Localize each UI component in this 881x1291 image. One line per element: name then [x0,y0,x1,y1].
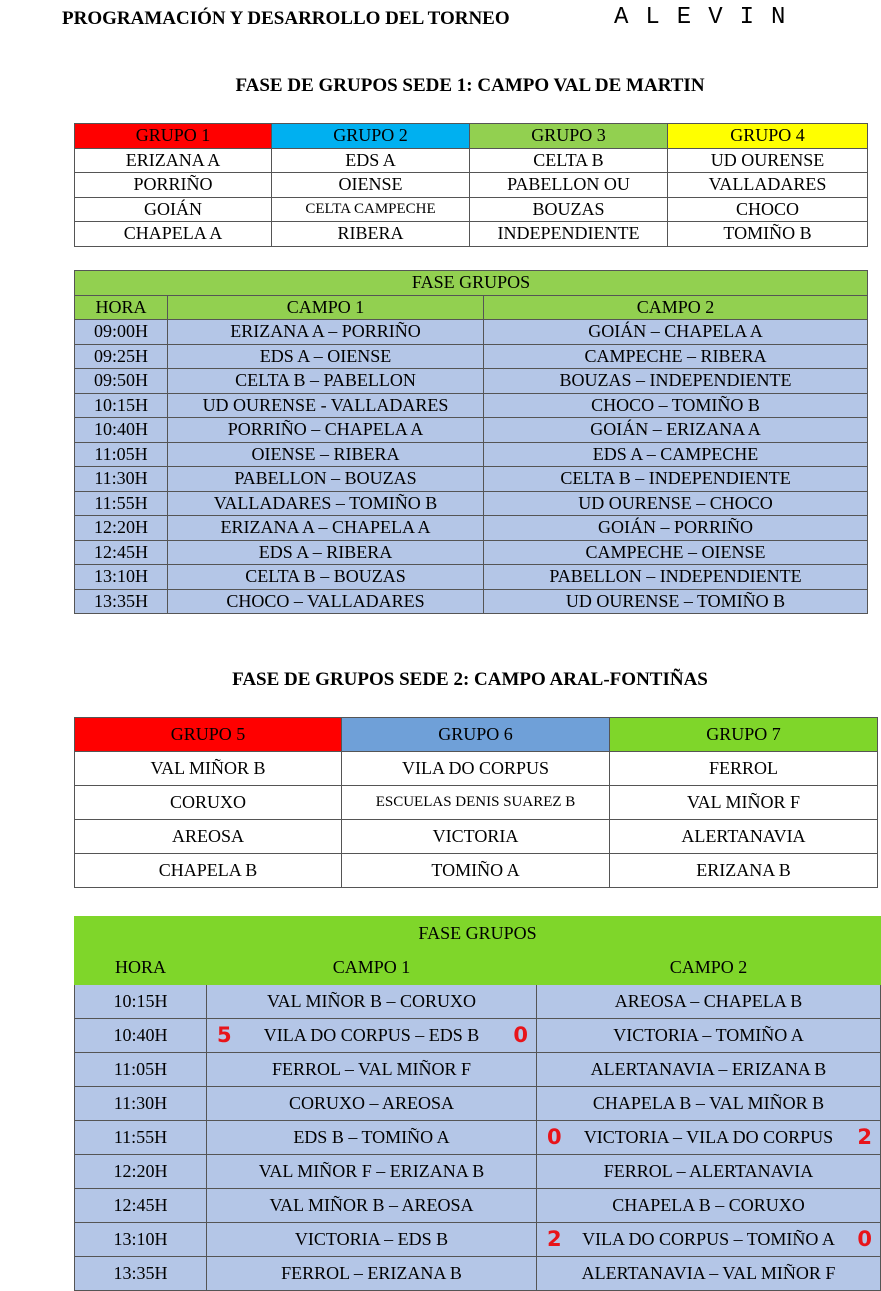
campo-1-match [168,320,484,345]
team-cell: VAL MIÑOR F [610,786,878,820]
campo-2-match-text: GOIÁN – ERIZANA A [590,419,761,440]
campo-1-match-text: CORUXO – AREOSA [288,1093,455,1113]
campo-1-match-text: EDS A – OIENSE [259,345,392,366]
handwritten-score-right: 0 [857,1227,873,1251]
team-cell: ERIZANA A [75,148,272,173]
campo-1-match [168,418,484,443]
sede2-title: FASE DE GRUPOS SEDE 2: CAMPO ARAL-FONTIÑAS [232,669,708,690]
campo-1-match [207,1189,537,1223]
handwritten-score-right: 0 [513,1023,528,1047]
handwritten-score-left: 0 [547,1125,562,1149]
hora-cell [75,1223,207,1257]
hora-cell [75,1019,207,1053]
campo-2-match [537,1087,881,1121]
campo-2-match-text: AREOSA – CHAPELA B [614,991,803,1011]
team-cell: GOIÁN [75,197,272,222]
handwritten-score-left: 5 [217,1023,232,1047]
table-row [75,442,868,467]
hora-cell-text: 09:25H [94,345,148,366]
group-5-header: GRUPO 5 [75,718,342,752]
campo-1-match-text: VAL MIÑOR B – AREOSA [269,1195,474,1215]
campo-1-match [207,1121,537,1155]
column-header-campo-1: CAMPO 1 [207,951,537,985]
column-header-hora: HORA [75,951,207,985]
hora-cell-text: 12:20H [113,1161,168,1181]
hora-cell [75,1257,207,1291]
hora-cell-text: 10:40H [94,419,148,440]
campo-1-match-text: OIENSE – RIBERA [251,443,400,464]
table-row [75,854,878,888]
hora-cell-text: 13:35H [113,1263,168,1283]
table-row [75,1053,881,1087]
hora-cell [75,393,168,418]
campo-2-match-text: EDS A – CAMPECHE [592,443,759,464]
campo-2-match [484,467,868,492]
sede2-groups-table [74,717,878,888]
column-header-campo-2: CAMPO 2 [537,951,881,985]
schedule-header: FASE GRUPOS [75,917,881,951]
campo-2-match [484,565,868,590]
table-row [75,320,868,345]
campo-1-match-text: UD OURENSE - VALLADARES [202,394,449,415]
sede1-schedule-table [74,270,868,614]
campo-2-match [484,369,868,394]
campo-2-match-text: CAMPECHE – RIBERA [584,345,767,366]
group-4-header: GRUPO 4 [668,124,868,149]
campo-1-match [168,344,484,369]
sede1-title: FASE DE GRUPOS SEDE 1: CAMPO VAL DE MARTIN [235,75,705,96]
table-row [75,197,868,222]
campo-1-match-text: FERROL – ERIZANA B [281,1263,462,1283]
table-row [75,418,868,443]
table-row [75,1155,881,1189]
hora-cell-text: 13:10H [113,1229,168,1249]
group-1-header: GRUPO 1 [75,124,272,149]
hora-cell-text: 11:30H [94,468,148,489]
group-6-header: GRUPO 6 [342,718,610,752]
hora-cell-text: 10:40H [113,1025,168,1045]
team-cell: OIENSE [272,173,470,198]
table-row [75,1019,881,1053]
hora-cell [75,1155,207,1189]
table-row [75,222,868,247]
campo-2-match-text: CHOCO – TOMIÑO B [591,394,760,415]
handwritten-score-left: 2 [547,1227,562,1251]
table-row [75,820,878,854]
table-row [75,1121,881,1155]
campo-2-match [484,344,868,369]
hora-cell-text: 11:05H [113,1059,168,1079]
team-cell: CELTA B [470,148,668,173]
campo-2-match [484,442,868,467]
hora-cell [75,985,207,1019]
campo-1-match-text: CELTA B – PABELLON [235,370,416,391]
table-row [75,565,868,590]
groups-header-row [75,718,878,752]
campo-1-match-text: EDS B – TOMIÑO A [293,1127,450,1147]
hora-cell-text: 12:45H [113,1195,168,1215]
table-row [75,516,868,541]
team-cell: VICTORIA [342,820,610,854]
campo-1-match-text: ERIZANA A – PORRIÑO [230,321,421,342]
campo-2-match-text: ALERTANAVIA – VAL MIÑOR F [581,1263,836,1283]
hora-cell-text: 13:35H [94,590,148,611]
column-header-hora: HORA [75,295,168,320]
hora-cell [75,516,168,541]
group-7-header: GRUPO 7 [610,718,878,752]
column-header-campo-2: CAMPO 2 [484,295,868,320]
table-row [75,491,868,516]
campo-2-match-text: VICTORIA – VILA DO CORPUS [583,1127,834,1147]
hora-cell [75,1189,207,1223]
hora-cell [75,1121,207,1155]
campo-1-match [168,516,484,541]
campo-2-match [537,1189,881,1223]
campo-1-match-text: CHOCO – VALLADARES [226,590,425,611]
team-cell: CHAPELA B [75,854,342,888]
campo-2-match-text: ALERTANAVIA – ERIZANA B [590,1059,827,1079]
table-row [75,369,868,394]
campo-2-match-text: PABELLON – INDEPENDIENTE [549,566,802,587]
table-row [75,467,868,492]
campo-2-match-text: CELTA B – INDEPENDIENTE [560,468,791,489]
team-cell: CHAPELA A [75,222,272,247]
campo-2-match [537,1053,881,1087]
team-cell: PORRIÑO [75,173,272,198]
hora-cell [75,491,168,516]
hora-cell [75,320,168,345]
hora-cell-text: 09:50H [94,370,148,391]
hora-cell-text: 11:55H [113,1127,168,1147]
campo-1-match-text: CELTA B – BOUZAS [245,566,406,587]
team-cell: EDS A [272,148,470,173]
campo-2-match-text: CHAPELA B – CORUXO [612,1195,805,1215]
table-row [75,985,881,1019]
sede2-schedule-table [74,916,881,1291]
campo-2-match [484,589,868,614]
campo-2-match-text: FERROL – ALERTANAVIA [603,1161,814,1181]
hora-cell [75,467,168,492]
campo-2-match [484,540,868,565]
campo-1-match [168,369,484,394]
groups-header-row [75,124,868,149]
campo-2-match-text: GOIÁN – PORRIÑO [598,517,754,538]
campo-1-match-text: PABELLON – BOUZAS [234,468,417,489]
campo-2-match [484,418,868,443]
campo-1-match [168,393,484,418]
campo-2-match [484,320,868,345]
campo-2-match [537,1019,881,1053]
handwritten-score-right: 2 [857,1125,873,1149]
campo-2-match [537,1257,881,1291]
team-cell: CORUXO [75,786,342,820]
campo-1-match [168,565,484,590]
table-row [75,786,878,820]
team-cell: PABELLON OU [470,173,668,198]
category-label: ALEVIN [614,4,803,31]
campo-1-match [207,1155,537,1189]
campo-2-match [537,985,881,1019]
table-row [75,1223,881,1257]
hora-cell [75,418,168,443]
campo-1-match [168,540,484,565]
campo-2-match-text: VICTORIA – TOMIÑO A [613,1025,804,1045]
campo-2-match [484,393,868,418]
campo-2-match-text: UD OURENSE – TOMIÑO B [565,590,786,611]
campo-1-match [207,985,537,1019]
campo-1-match [207,1053,537,1087]
team-cell: INDEPENDIENTE [470,222,668,247]
hora-cell [75,565,168,590]
table-row [75,1257,881,1291]
campo-2-match-text: CAMPECHE – OIENSE [585,541,766,562]
table-row [75,344,868,369]
campo-1-match [168,467,484,492]
campo-2-match-text: GOIÁN – CHAPELA A [588,321,763,342]
team-cell: ERIZANA B [610,854,878,888]
campo-2-match-text: CHAPELA B – VAL MIÑOR B [592,1093,825,1113]
campo-1-match-text: FERROL – VAL MIÑOR F [271,1059,472,1079]
hora-cell [75,442,168,467]
campo-1-match-text: VILA DO CORPUS – EDS B [263,1025,480,1045]
team-cell: FERROL [610,752,878,786]
table-row [75,1087,881,1121]
column-header-campo-1: CAMPO 1 [168,295,484,320]
team-cell: VAL MIÑOR B [75,752,342,786]
campo-1-match [168,491,484,516]
hora-cell-text: 13:10H [94,566,148,587]
team-cell: TOMIÑO B [668,222,868,247]
table-row [75,148,868,173]
team-cell: UD OURENSE [668,148,868,173]
campo-1-match [207,1223,537,1257]
campo-2-match [537,1155,881,1189]
campo-2-match-text: UD OURENSE – CHOCO [578,492,773,513]
campo-2-match [484,516,868,541]
team-cell: TOMIÑO A [342,854,610,888]
team-cell: CHOCO [668,197,868,222]
campo-1-match-text: EDS A – RIBERA [258,541,393,562]
campo-2-match [484,491,868,516]
hora-cell-text: 12:20H [94,517,148,538]
campo-2-match [537,1223,881,1257]
schedule-header: FASE GRUPOS [75,271,868,296]
table-row [75,752,878,786]
team-cell: CELTA CAMPECHE [272,197,470,222]
team-cell: ESCUELAS DENIS SUAREZ B [342,786,610,820]
campo-1-match [207,1019,537,1053]
campo-1-match-text: ERIZANA A – CHAPELA A [220,517,431,538]
table-row [75,540,868,565]
campo-1-match [207,1087,537,1121]
campo-1-match [168,589,484,614]
team-cell: VALLADARES [668,173,868,198]
sede1-groups-table [74,123,868,247]
hora-cell-text: 09:00H [94,321,148,342]
hora-cell [75,369,168,394]
hora-cell-text: 11:05H [94,443,148,464]
hora-cell-text: 12:45H [94,541,148,562]
campo-2-match-text: BOUZAS – INDEPENDIENTE [559,370,792,391]
campo-1-match-text: VAL MIÑOR B – CORUXO [266,991,477,1011]
table-row [75,393,868,418]
table-row [75,589,868,614]
campo-1-match-text: VALLADARES – TOMIÑO B [213,492,438,513]
hora-cell-text: 10:15H [94,394,148,415]
campo-1-match-text: PORRIÑO – CHAPELA A [227,419,424,440]
document-title: PROGRAMACIÓN Y DESARROLLO DEL TORNEO [62,8,510,29]
hora-cell [75,589,168,614]
table-row [75,1189,881,1223]
hora-cell-text: 11:55H [94,492,148,513]
hora-cell-text: 11:30H [113,1093,168,1113]
group-3-header: GRUPO 3 [470,124,668,149]
campo-1-match [207,1257,537,1291]
campo-2-match-text: VILA DO CORPUS – TOMIÑO A [582,1229,835,1249]
campo-1-match [168,442,484,467]
team-cell: ALERTANAVIA [610,820,878,854]
team-cell: AREOSA [75,820,342,854]
hora-cell-text: 10:15H [113,991,168,1011]
team-cell: RIBERA [272,222,470,247]
hora-cell [75,344,168,369]
campo-1-match-text: VICTORIA – EDS B [294,1229,449,1249]
campo-2-match [537,1121,881,1155]
hora-cell [75,1053,207,1087]
group-2-header: GRUPO 2 [272,124,470,149]
table-row [75,173,868,198]
hora-cell [75,540,168,565]
hora-cell [75,1087,207,1121]
team-cell: VILA DO CORPUS [342,752,610,786]
team-cell: BOUZAS [470,197,668,222]
campo-1-match-text: VAL MIÑOR F – ERIZANA B [258,1161,485,1181]
